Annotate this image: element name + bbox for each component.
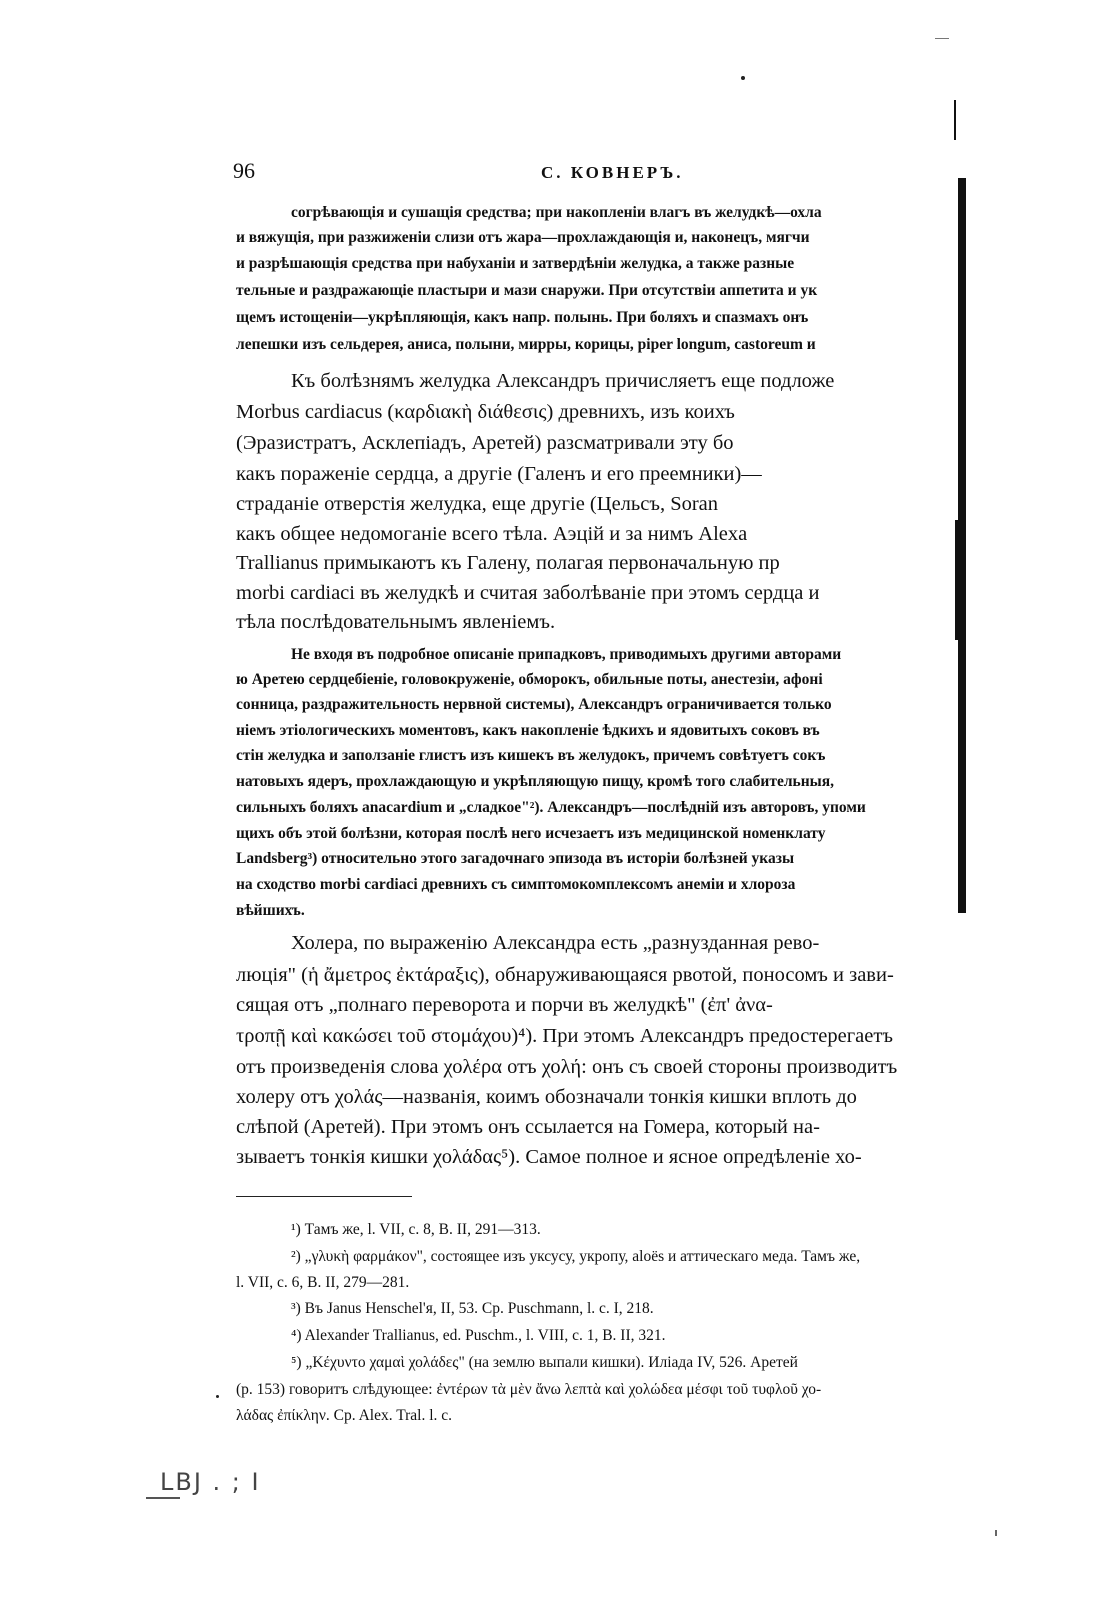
footnote-line: ³) Въ Janus Henschel'я, II, 53. Cp. Puschmann, l. c. I, 218. [291, 1300, 654, 1317]
text-line: зываетъ тонкія кишки χολάδας⁵). Самое полное и ясное опредѣленіе хо- [236, 1146, 862, 1168]
text-line: и разрѣшающія средства при набуханіи и затвердѣніи желудка, а также разные [236, 255, 795, 272]
stamp-underline [146, 1497, 180, 1499]
footnote-line: ¹) Тамъ же, l. VII, c. 8, B. II, 291—313. [291, 1221, 541, 1238]
footnote-line: l. VII, c. 6, B. II, 279—281. [236, 1274, 410, 1291]
text-line: Morbus cardiacus (καρδιακὴ διάθεσις) древнихъ, изъ коихъ [236, 401, 735, 423]
text-line: какъ пораженіе сердца, а другіе (Галенъ и его преемники)— [236, 463, 762, 485]
scan-mark [954, 100, 956, 140]
text-line: согрѣвающія и сушащія средства; при накопленіи влагъ въ желудкѣ—охла [291, 204, 822, 221]
text-line: τροπῇ καὶ κακώσει τοῦ στομάχου)⁴). При этомъ Александръ предостерегаетъ [236, 1025, 893, 1047]
text-line: холеру отъ χολάς—названія, коимъ обозначали тонкія кишки вплоть до [236, 1086, 857, 1108]
text-line: сящая отъ „полнаго переворота и порчи въ желудкѣ" (ἐπ' ἀνα- [236, 994, 773, 1016]
text-line: люція" (ἡ ἄμετρος ἐκτάραξις), обнаруживающаяся рвотой, поносомъ и зави- [236, 964, 894, 986]
text-line: ніемъ этіологическихъ моментовъ, какъ накопленіе ѣдкихъ и ядовитыхъ соковъ въ [236, 722, 820, 739]
scan-dot [216, 1395, 219, 1398]
text-line: на сходство morbi cardiaci древнихъ съ симптомокомплексомъ анеміи и хлороза [236, 876, 796, 893]
footnote-line: ⁴) Alexander Trallianus, ed. Puschm., l. VIII, c. 1, B. II, 321. [291, 1327, 666, 1344]
footnote-line: (p. 153) говоритъ слѣдующее: ἐντέρων τὰ μὲν ἄνω λεπτὰ καὶ χολώδεα μέσφι τοῦ τυφλοῦ χο- [236, 1381, 822, 1398]
text-line: лепешки изъ сельдерея, аниса, полыни, мирры, корицы, piper longum, castoreum и [236, 336, 816, 353]
footnote-rule [236, 1196, 412, 1197]
text-line: щемъ истощеніи—укрѣпляющія, какъ напр. полынь. При боляхъ и спазмахъ онъ [236, 309, 809, 326]
text-line: вѣйшихъ. [236, 902, 305, 919]
footnote-line: ⁵) „Κέχυντο χαμαὶ χολάδες" (на землю выпали кишки). Иліада IV, 526. Аретей [291, 1354, 798, 1371]
binding-shadow [955, 520, 961, 640]
running-title: С. КОВНЕРЪ. [541, 163, 684, 182]
text-line: слѣпой (Аретей). При этомъ онъ ссылается на Гомера, который на- [236, 1116, 820, 1138]
library-stamp: LBJ . ; I [160, 1468, 261, 1496]
text-line: тѣла послѣдовательнымъ явленіемъ. [236, 611, 556, 633]
text-line: тельные и раздражающіе пластыри и мази снаружи. При отсутствіи аппетита и ук [236, 282, 818, 299]
text-line: ю Аретею сердцебіеніе, головокруженіе, обморокъ, обильные поты, анестезіи, афоні [236, 671, 823, 688]
scan-mark [935, 38, 949, 39]
text-line: какъ общее недомоганіе всего тѣла. Аэцій и за нимъ Alexa [236, 523, 748, 545]
text-line: Не входя въ подробное описаніе припадковъ, приводимыхъ другими авторами [291, 646, 842, 663]
scan-mark [995, 1530, 997, 1536]
text-line: Къ болѣзнямъ желудка Александръ причисляетъ еще подложе [291, 370, 835, 392]
text-line: сильныхъ боляхъ anacardium и „сладкое"²). Александръ—послѣдній изъ авторовъ, упоми [236, 799, 866, 816]
footnote-line: λάδας ἐπίκλην. Cp. Alex. Tral. l. c. [236, 1407, 453, 1424]
page-number: 96 [233, 158, 255, 183]
footnote-line: ²) „γλυκὴ φαρμάκον", состоящее изъ уксусу, укропу, aloës и аттическаго меда. Тамъ же, [291, 1248, 861, 1265]
text-line: щихъ объ этой болѣзни, которая послѣ него исчезаетъ изъ медицинской номенклату [236, 825, 826, 842]
text-line: стін желудка и заползаніе глистъ изъ кишекъ въ желудокъ, причемъ совѣтуетъ сокъ [236, 747, 826, 764]
text-line: натовыхъ ядеръ, прохлаждающую и укрѣпляющую пищу, кромѣ того слабительныя, [236, 773, 835, 790]
text-line: Холера, по выраженію Александра есть „разнузданная рево- [291, 932, 820, 954]
text-line: сонница, раздражительность нервной системы), Александръ ограничивается только [236, 696, 832, 713]
text-line: Landsberg³) относительно этого загадочнаго эпизода въ исторіи болѣзней указы [236, 850, 795, 867]
text-line: morbi cardiaci въ желудкѣ и считая заболѣваніе при этомъ сердца и [236, 582, 820, 604]
text-line: (Эразистратъ, Асклепіадъ, Аретей) разсматривали эту бо [236, 432, 734, 454]
scan-dot [741, 76, 745, 80]
text-line: отъ произведенія слова χολέρα отъ χολή: онъ съ своей стороны производитъ [236, 1056, 898, 1078]
text-line: страданіе отверстія желудка, еще другіе (Цельсъ, Soran [236, 493, 719, 515]
text-line: Trallianus примыкаютъ къ Галену, полагая первоначальную пр [236, 552, 780, 574]
text-line: и вяжущія, при разжиженіи слизи отъ жара—прохлаждающія и, наконецъ, мягчи [236, 229, 810, 246]
